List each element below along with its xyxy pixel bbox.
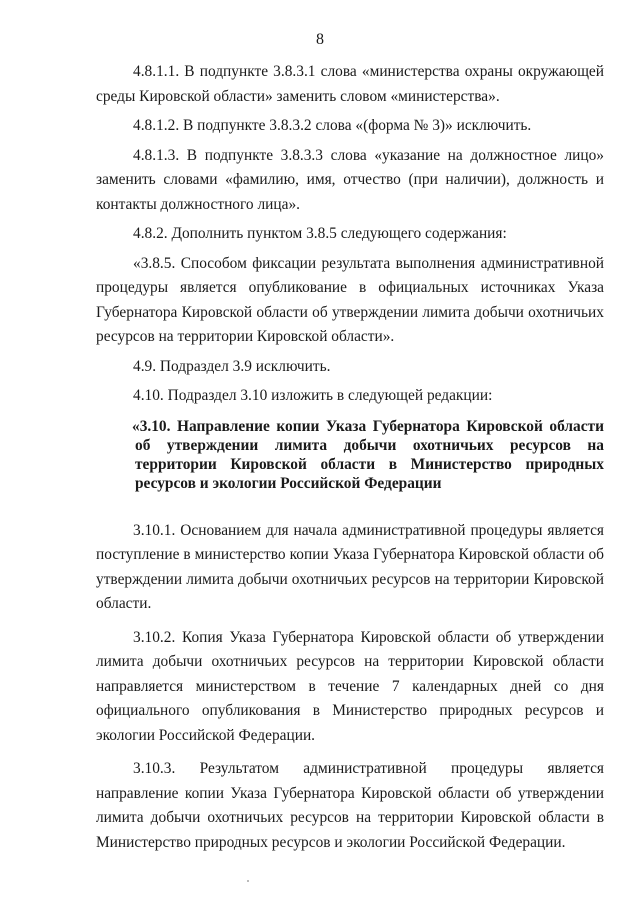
document-body [96,60,604,855]
paragraph-3-10-2: 3.10.2. Копия Указа Губернатора Кировской области об утверждении лимита добычи охотничьих ресурсов на территории Кировской области направляется министерством в течение 7 календарных дней со дня официального опубликования в Министерство природных ресурсов и экологии Российской Федерации. [96,628,604,744]
paragraph-4-8-2: 4.8.2. Дополнить пунктом 3.8.5 следующего содержания: [133,225,507,242]
section-heading-3-10: «3.10. Направление копии Указа Губернатора Кировской области об утверждении лимита добычи охотничьих ресурсов на территории Кировской области в Министерство природных ресурсов и экологии Российской Федерации [132,417,604,492]
paragraph-4-9: 4.9. Подраздел 3.9 исключить. [133,357,331,375]
paragraph-4-8-1-3: 4.8.1.3. В подпункте 3.8.3.3 слова «указание на должностное лицо» заменить словами «фамилию, имя, отчество (при наличии), должность и контакты должностного лица». [96,146,604,213]
paragraph-4-10: 4.10. Подраздел 3.10 изложить в следующей редакции: [133,387,493,404]
paragraph-4-8-1-2: 4.8.1.2. В подпункте 3.8.3.2 слова «(форма № 3)» исключить. [133,117,532,134]
paragraph-3-8-5: «3.8.5. Способом фиксации результата выполнения административной процедуры является опубликование в официальных источниках Указа Губернатора Кировской области об утверждении лимита добычи охотничьих ресурсов на территории Кировской области». [96,254,604,345]
scan-speck [247,880,249,882]
paragraph-4-8-1-1: 4.8.1.1. В подпункте 3.8.3.1 слова «министерства охраны окружающей среды Кировской области» заменить словом «министерства». [96,63,604,105]
paragraph-3-10-1: 3.10.1. Основанием для начала административной процедуры является поступление в министерство копии Указа Губернатора Кировской области об утверждении лимита добычи охотничьих ресурсов на территории Кировской области. [96,521,604,612]
paragraph-3-10-3: 3.10.3. Результатом административной процедуры является направление копии Указа Губернатора Кировской области об утверждении лимита добычи охотничьих ресурсов на территории Кировской области в Министерство природных ресурсов и экологии Российской Федерации. [96,760,604,851]
page-number: 8 [316,31,324,48]
